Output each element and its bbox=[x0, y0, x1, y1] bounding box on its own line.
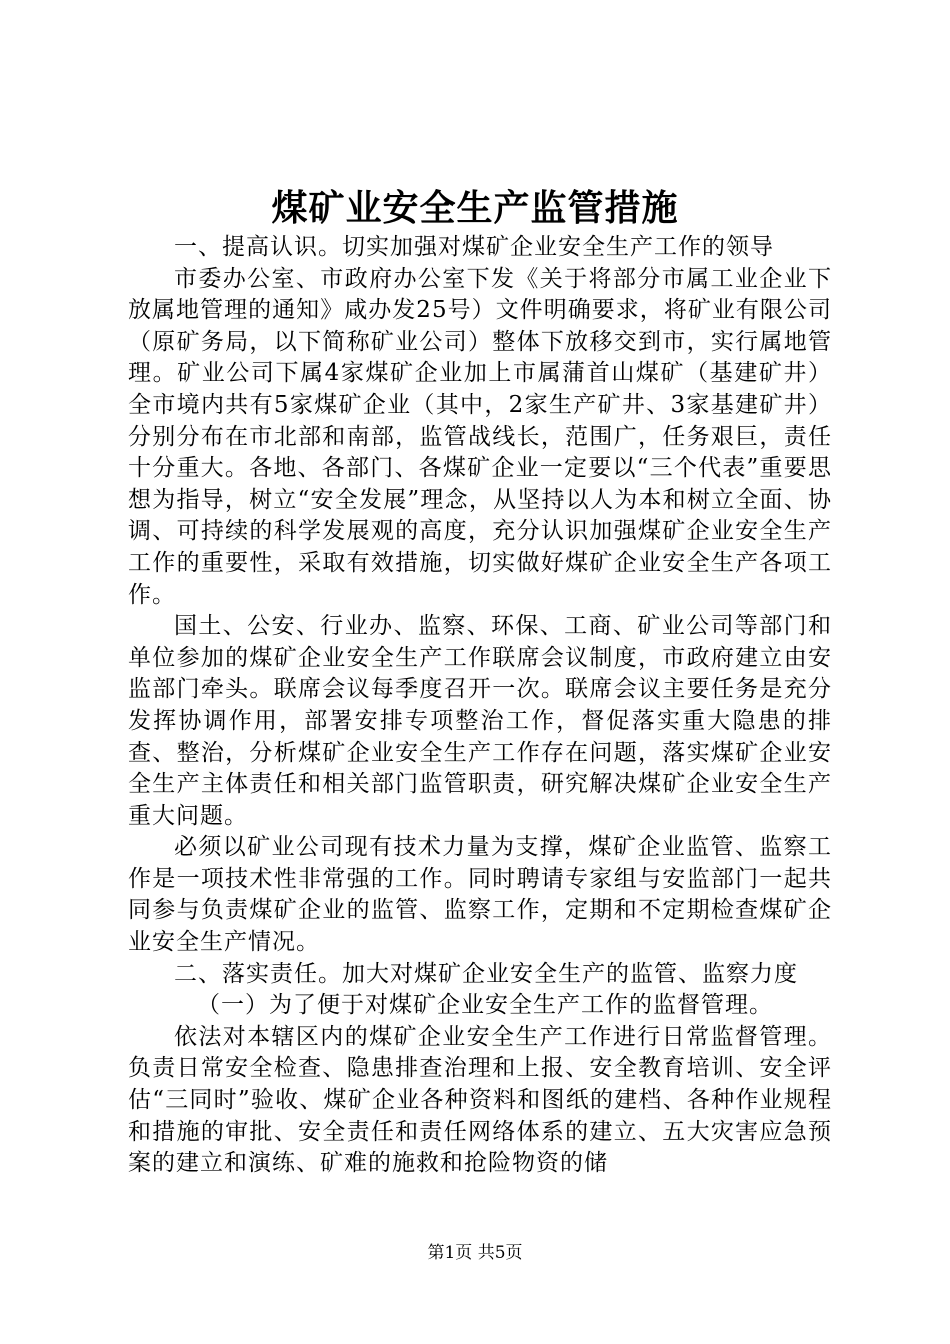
paragraph-section-one-heading: 一、提高认识。切实加强对煤矿企业安全生产工作的领导 bbox=[174, 234, 774, 260]
document-body bbox=[128, 232, 832, 1180]
paragraph-joint-meeting: 国土、公安、行业办、监察、环保、工商、矿业公司等部门和单位参加的煤矿企业安全生产工作联席会议制度，市政府建立由安监部门牵头。联席会议每季度召开一次。联席会议主要任务是充分发挥协调作用，部署安排专项整治工作，督促落实重大隐患的排查、整治，分析煤矿企业安全生产工作存在问题，落实煤矿企业安全生产主体责任和相关部门监管职责，研究解决煤矿企业安全生产重大问题。 bbox=[128, 613, 832, 829]
paragraph-daily-supervision: 依法对本辖区内的煤矿企业安全生产工作进行日常监督管理。负责日常安全检查、隐患排查治理和上报、安全教育培训、安全评估“三同时”验收、煤矿企业各种资料和图纸的建档、各种作业规程和措施的审批、安全责任和责任网络体系的建立、五大灾害应急预案的建立和演练、矿难的施救和抢险物资的储 bbox=[128, 1023, 832, 1177]
paragraph-section-two-heading: 二、落实责任。加大对煤矿企业安全生产的监管、监察力度 bbox=[174, 960, 798, 987]
paragraph-technical-support: 必须以矿业公司现有技术力量为支撑，煤矿企业监管、监察工作是一项技术性非常强的工作。同时聘请专家组与安监部门一起共同参与负责煤矿企业的监管、监察工作，定期和不定期检查煤矿企业安全生产情况。 bbox=[128, 834, 832, 956]
paragraph-subsection-one: （一）为了便于对煤矿企业安全生产工作的监督管理。 bbox=[197, 992, 773, 1019]
document-title: 煤矿业安全生产监管措施 bbox=[271, 187, 679, 229]
paragraph-transfer-notice: 市委办公室、市政府办公室下发《关于将部分市属工业企业下放属地管理的通知》咸办发25号）文件明确要求，将矿业有限公司（原矿务局，以下简称矿业公司）整体下放移交到市，实行属地管理。矿业公司下属4家煤矿企业加上市属蒲首山煤矿（基建矿井）全市境内共有5家煤矿企业（其中，2家生产矿井、3家基建矿井）分别分布在市北部和南部，监管战线长，范围广，任务艰巨，责任十分重大。各地、各部门、各煤矿企业一定要以“三个代表”重要思想为指导，树立“安全发展”理念，从坚持以人为本和树立全面、协调、可持续的科学发展观的高度，充分认识加强煤矿企业安全生产工作的重要性，采取有效措施，切实做好煤矿企业安全生产各项工作。 bbox=[128, 265, 832, 608]
page-footer: 第1页 共5页 bbox=[427, 1243, 523, 1263]
